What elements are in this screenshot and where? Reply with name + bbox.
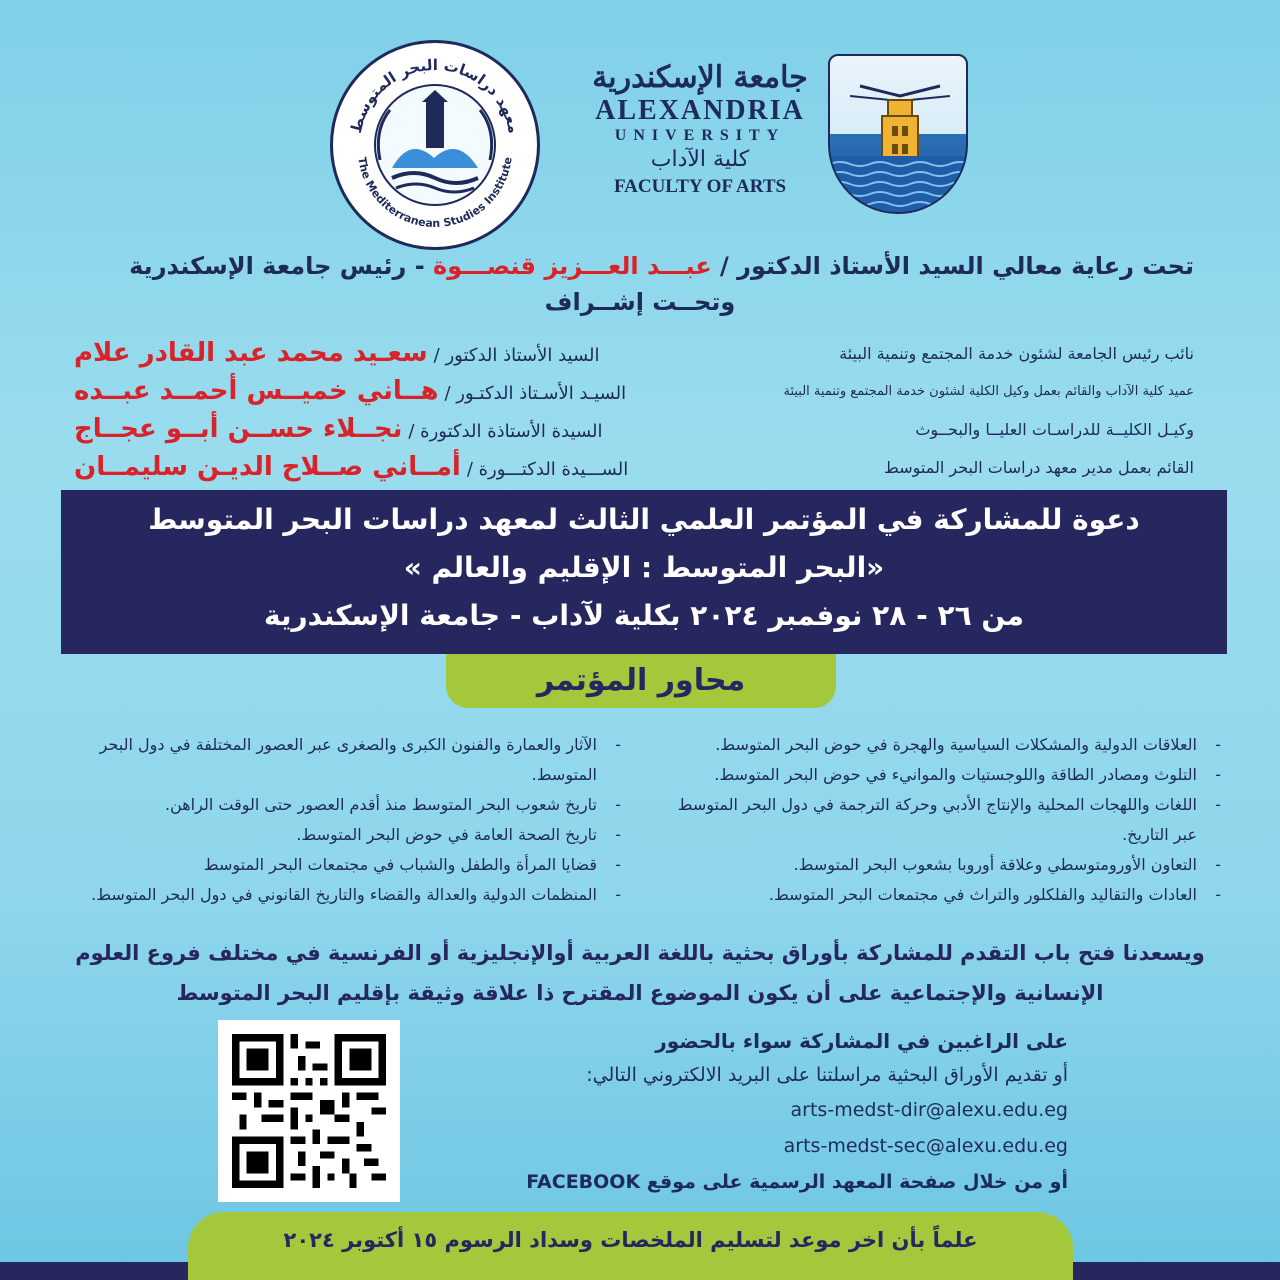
alexandria-university-wordmark <box>590 60 810 198</box>
msi-arabic-text: معهد دراسات البحر المتوسط <box>346 55 524 136</box>
call-for-papers <box>40 933 1240 1013</box>
supervisor-name: أمــاني صــلاح الديـن سليمــان <box>74 452 461 482</box>
supervisor-name: نجــلاء حســن أبــو عجــاج <box>74 414 403 444</box>
supervisor-role: نائب رئيس الجامعة لشئون خدمة المجتمع وتنمية البيئة <box>839 343 1194 363</box>
supervisor-name: سعـيد محمد عبد القادر علام <box>74 338 428 368</box>
axis-item: - التعاون الأورومتوسطي وعلاقة أوروبا بشعوب البحر المتوسط. <box>655 850 1225 880</box>
supervisor-title: السيـد الأسـتاذ الدكتـور / <box>444 383 627 404</box>
patronage-suffix: - رئيس جامعة الإسكندرية <box>129 252 425 280</box>
supervisor-role: عميد كلية الآداب والقائم بعمل وكيل الكلية لشئون خدمة المجتمع وتنمية البيئة <box>783 383 1194 399</box>
msi-english-text: The Mediterranean Studies Institute <box>355 156 515 231</box>
qr-code[interactable] <box>218 1020 400 1202</box>
call-line-1: ويسعدنا فتح باب التقدم للمشاركة بأوراق بحثية باللغة العربية أوالإنجليزية أو الفرنسية في مختلف فروع العلوم <box>75 941 1205 965</box>
call-line-2: الإنسانية والإجتماعية على أن يكون الموضوع المقترح ذا علاقة وثيقة بإقليم البحر المتوسط <box>176 981 1104 1005</box>
axis-item: - المنظمات الدولية والعدالة والقضاء والتاريخ القانوني في دول البحر المتوسط. <box>55 880 625 910</box>
supervisor-role: وكيـل الكليــة للدراسـات العليــا والبحــوث <box>915 419 1194 439</box>
axis-item: - قضايا المرأة والطفل والشباب في مجتمعات البحر المتوسط <box>55 850 625 880</box>
contact-line-1: على الراغبين في المشاركة سواء بالحضور <box>655 1029 1068 1053</box>
facebook-line: أو من خلال صفحة المعهد الرسمية على موقع FACEBOOK <box>526 1171 1068 1193</box>
axis-item: - العادات والتقاليد والفلكلور والتراث في مجتمعات البحر المتوسط. <box>655 880 1225 910</box>
au-english-university: UNIVERSITY <box>614 127 786 144</box>
patronage-line <box>84 252 1194 280</box>
mediterranean-studies-institute-logo <box>330 40 540 250</box>
axis-item: - العلاقات الدولية والمشكلات السياسية والهجرة في حوض البحر المتوسط. <box>655 730 1225 760</box>
contact-info <box>408 1024 1068 1200</box>
axis-item: - تاريخ الصحة العامة في حوض البحر المتوسط. <box>55 820 625 850</box>
banner-line-2: «البحر المتوسط : الإقليم والعالم » <box>403 551 885 584</box>
supervision-heading: وتحــت إشــراف <box>544 288 736 316</box>
patron-name: عبـــد العـــزيز قنصـــوة <box>433 252 712 280</box>
contact-line-2: أو تقديم الأوراق البحثية مراسلتنا على البريد الالكتروني التالي: <box>586 1064 1068 1086</box>
supervisor-title: السيدة الأستاذة الدكتورة / <box>408 421 603 442</box>
invitation-banner <box>61 490 1227 654</box>
supervisor-title: الســـيدة الدكتـــورة / <box>466 459 629 480</box>
supervisor-name: هــاني خميــس أحمــد عبــده <box>74 376 439 406</box>
supervisor-role: القائم بعمل مدير معهد دراسات البحر المتوسط <box>884 457 1194 477</box>
axes-column-right <box>655 730 1225 910</box>
supervisor-row <box>74 334 1194 372</box>
faculty-english-name: FACULTY OF ARTS <box>613 176 787 197</box>
supervisor-row <box>74 372 1194 410</box>
logo-row <box>330 40 980 231</box>
qr-code-icon <box>232 1034 386 1188</box>
supervisor-row <box>74 410 1194 448</box>
axes-column-left <box>55 730 625 910</box>
deadline-footer: علماً بأن اخر موعد لتسليم الملخصات وسداد الرسوم ١٥ أكتوبر ٢٠٢٤ <box>188 1212 1073 1280</box>
conference-axes <box>55 730 1225 910</box>
faculty-arabic-name: كلية الآداب <box>650 147 750 172</box>
lighthouse-shield-logo <box>828 54 968 214</box>
supervisor-row <box>74 448 1194 486</box>
banner-line-1: دعوة للمشاركة في المؤتمر العلمي الثالث لمعهد دراسات البحر المتوسط <box>148 503 1140 536</box>
axis-item: - اللغات واللهجات المحلية والإنتاج الأدبي وحركة الترجمة في دول البحر المتوسط عبر التاريخ. <box>655 790 1225 850</box>
au-english-name: ALEXANDRIA <box>595 95 805 126</box>
axis-item: - التلوث ومصادر الطاقة واللوجستيات والموانيء في حوض البحر المتوسط. <box>655 760 1225 790</box>
axis-item: - الآثار والعمارة والفنون الكبرى والصغرى عبر العصور المختلفة في دول البحر المتوسط. <box>55 730 625 790</box>
email-link-1[interactable]: arts-medst-dir@alexu.edu.eg <box>790 1099 1068 1121</box>
au-arabic-name: جامعة الإسكندرية <box>592 60 808 95</box>
banner-line-3: من ٢٦ - ٢٨ نوفمبر ٢٠٢٤ بكلية لآداب - جامعة الإسكندرية <box>264 599 1024 632</box>
supervisors-list <box>74 334 1194 486</box>
email-link-2[interactable]: arts-medst-sec@alexu.edu.eg <box>783 1135 1068 1157</box>
axis-item: - تاريخ شعوب البحر المتوسط منذ أقدم العصور حتى الوقت الراهن. <box>55 790 625 820</box>
patronage-prefix: تحت رعاية معالي السيد الأستاذ الدكتور / <box>720 252 1194 280</box>
axes-title-pill: محاور المؤتمر <box>446 654 836 708</box>
supervisor-title: السيد الأستاذ الدكتور / <box>433 345 600 366</box>
